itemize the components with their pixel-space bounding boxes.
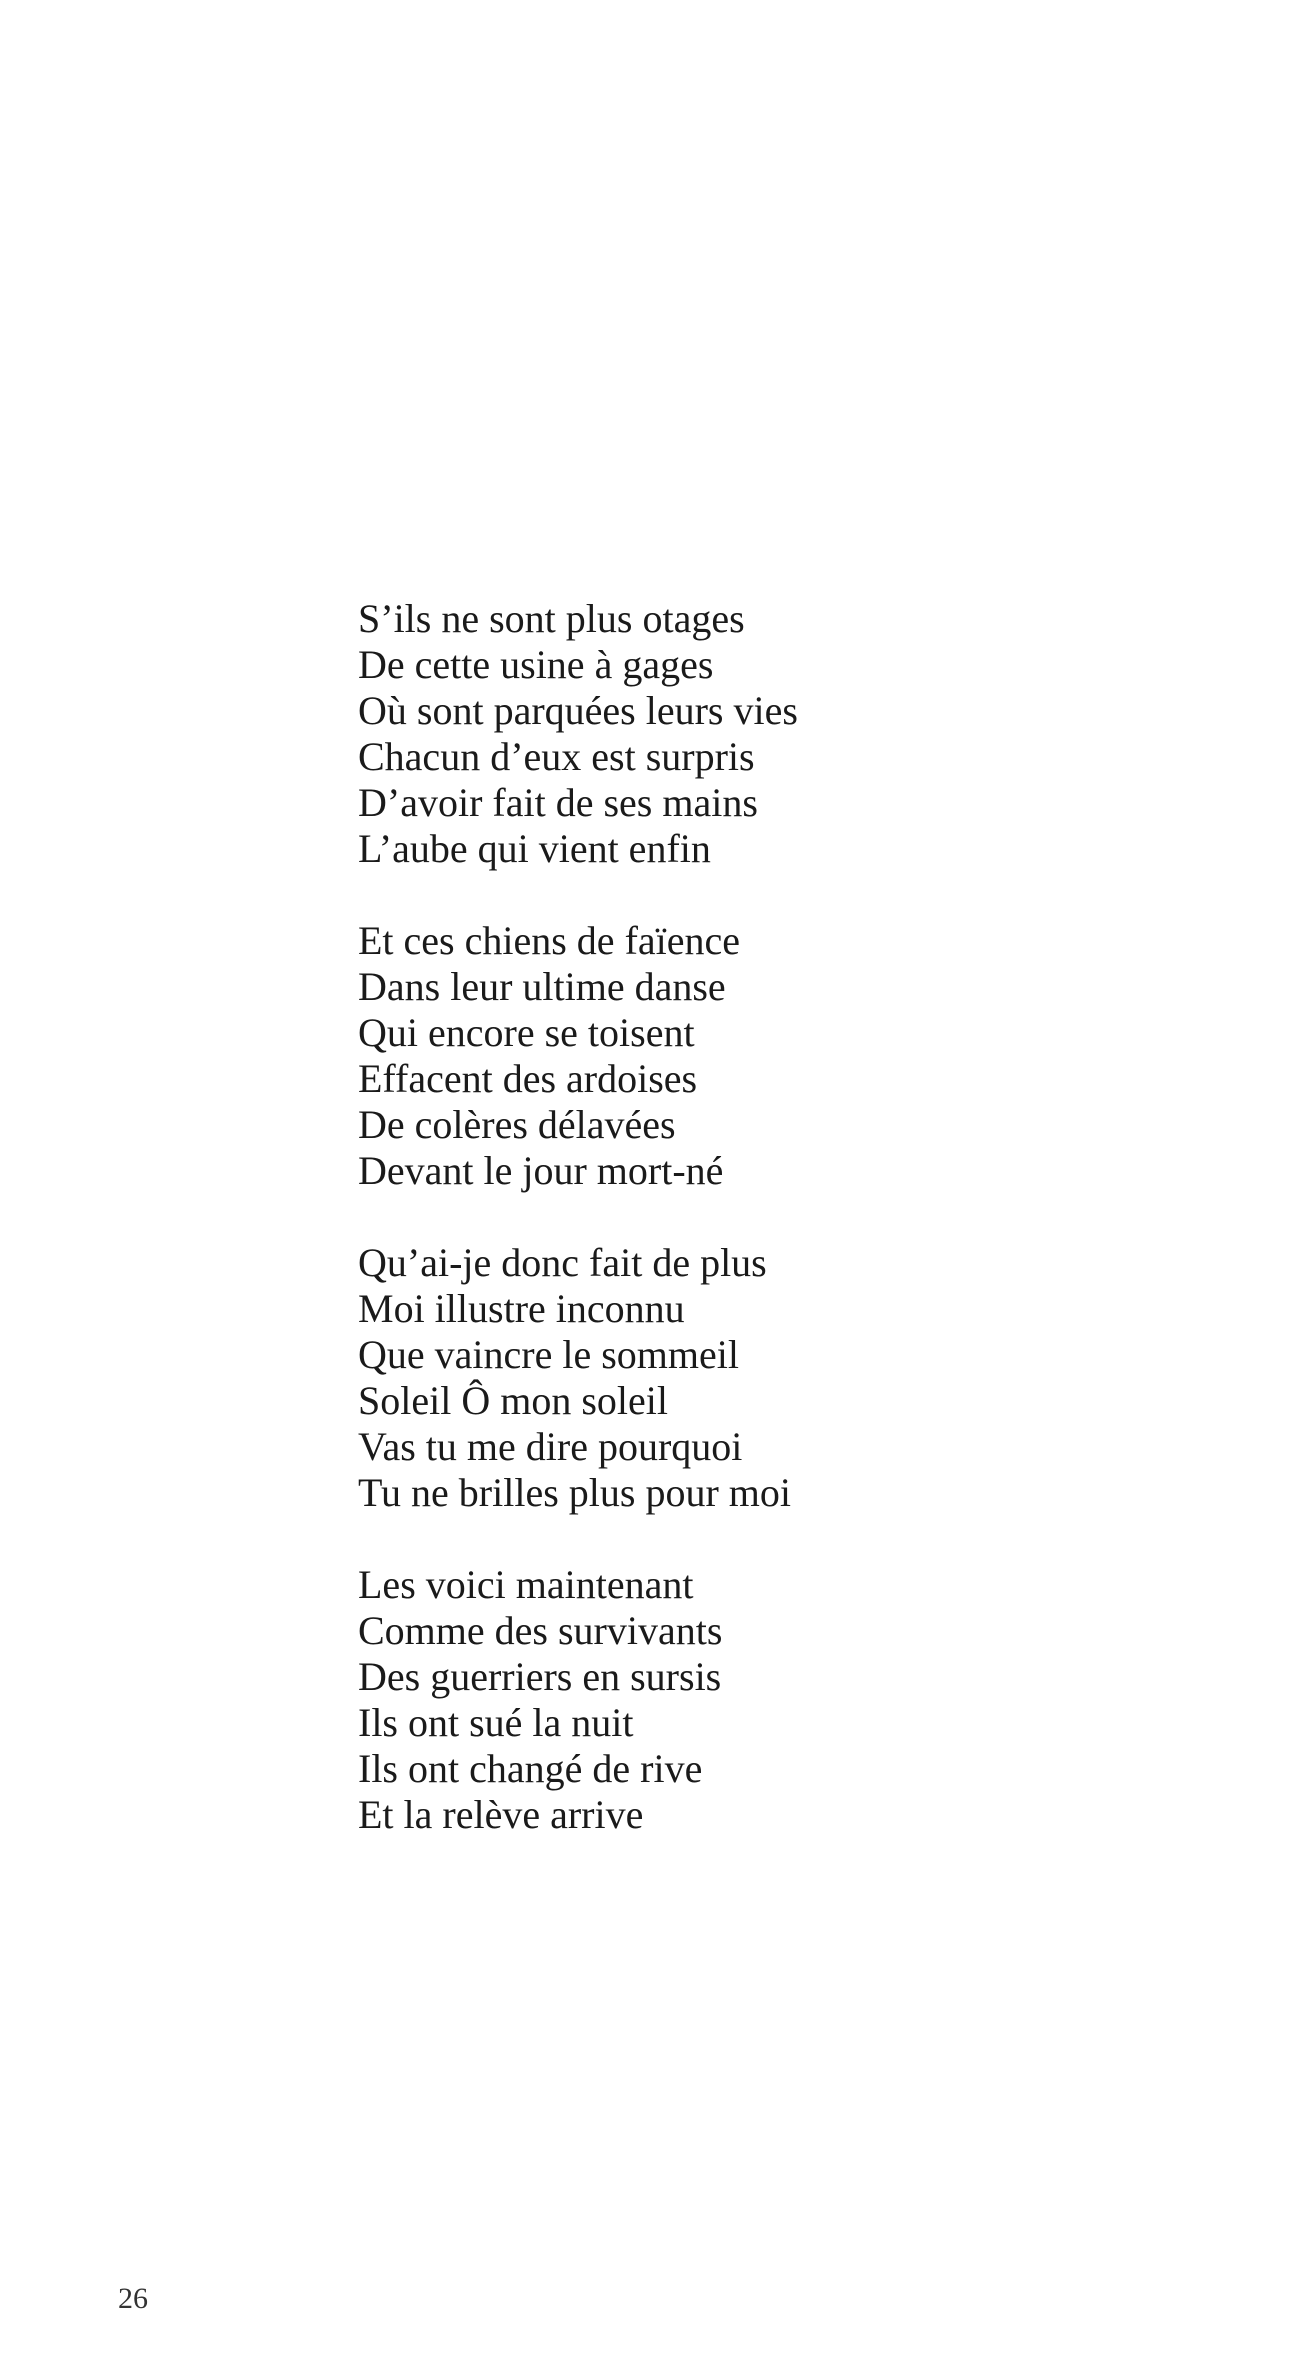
verse-line: Que vaincre le sommeil xyxy=(358,1332,739,1377)
poem xyxy=(358,596,1158,1838)
verse-line: Et ces chiens de faïence xyxy=(358,918,741,963)
verse-line: Tu ne brilles plus pour moi xyxy=(358,1470,791,1515)
verse-line: Qui encore se toisent xyxy=(358,1010,695,1055)
verse-line: Et la relève arrive xyxy=(358,1792,644,1837)
verse-line: Ils ont sué la nuit xyxy=(358,1700,634,1745)
verse-line: De colères délavées xyxy=(358,1102,676,1147)
verse-line: Ils ont changé de rive xyxy=(358,1746,703,1791)
verse-line: Les voici maintenant xyxy=(358,1562,694,1607)
verse-line: Effacent des ardoises xyxy=(358,1056,698,1101)
verse-line: Où sont parquées leurs vies xyxy=(358,688,798,733)
verse-line: L’aube qui vient enfin xyxy=(358,826,711,871)
verse-line: Soleil Ô mon soleil xyxy=(358,1378,668,1423)
verse-line: Vas tu me dire pourquoi xyxy=(358,1424,743,1469)
verse-line: Devant le jour mort-né xyxy=(358,1148,724,1193)
verse-line: D’avoir fait de ses mains xyxy=(358,780,758,825)
verse-line: Dans leur ultime danse xyxy=(358,964,726,1009)
verse-line: Qu’ai-je donc fait de plus xyxy=(358,1240,767,1285)
stanza-2 xyxy=(358,918,1158,1194)
stanza-1 xyxy=(358,596,1158,872)
stanza-4 xyxy=(358,1562,1158,1838)
verse-line: Des guerriers en sursis xyxy=(358,1654,722,1699)
verse-line: Moi illustre inconnu xyxy=(358,1286,685,1331)
verse-line: De cette usine à gages xyxy=(358,642,714,687)
verse-line: Comme des survivants xyxy=(358,1608,723,1653)
page-number: 26 xyxy=(118,2282,148,2315)
verse-line: S’ils ne sont plus otages xyxy=(358,596,745,641)
stanza-3 xyxy=(358,1240,1158,1516)
verse-line: Chacun d’eux est surpris xyxy=(358,734,755,779)
